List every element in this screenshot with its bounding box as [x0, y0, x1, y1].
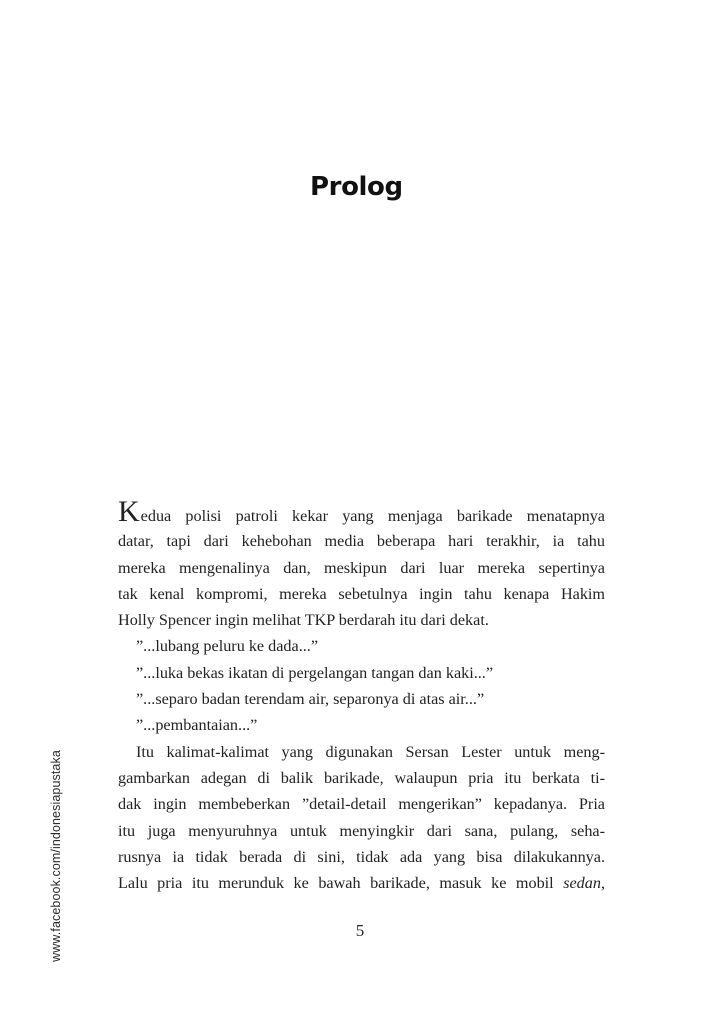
chapter-title: Prolog [310, 172, 403, 202]
drop-cap: K [118, 495, 140, 528]
quote-line: ”...luka bekas ikatan di pergelangan tangan dan kaki...” [136, 663, 494, 682]
paragraph-line: Kedua polisi patroli kekar yang menjaga barikade menatapnya [118, 495, 605, 528]
quote-line: ”...pembantaian...” [136, 716, 258, 735]
quote-line: ”...lubang peluru ke dada...” [136, 637, 319, 656]
paragraph-line: dak ingin membeberkan ”detail-detail mengerikan” kepadanya. Pria [118, 795, 605, 814]
quote-line: ”...separo badan terendam air, separonya di atas air...” [136, 690, 485, 709]
paragraph-line: Itu kalimat-kalimat yang digunakan Sersan Lester untuk meng- [136, 742, 605, 761]
paragraph-line: gambarkan adegan di balik barikade, walaupun pria itu berkata ti- [118, 768, 605, 787]
paragraph-line: Holly Spencer ingin melihat TKP berdarah itu dari dekat. [118, 611, 489, 630]
chapter-body [118, 496, 605, 896]
paragraph-line: datar, tapi dari kehebohan media beberapa hari terakhir, ia tahu [118, 532, 605, 551]
paragraph-line: rusnya ia tidak berada di sini, tidak ada yang bisa dilakukannya. [118, 847, 605, 866]
paragraph-line: mereka mengenalinya dan, meskipun dari luar mereka sepertinya [118, 558, 605, 577]
paragraph-line: tak kenal kompromi, mereka sebetulnya ingin tahu kenapa Hakim [118, 584, 605, 603]
paragraph-line: itu juga menyuruhnya untuk menyingkir dari sana, pulang, seha- [118, 821, 605, 840]
watermark-text: www.facebook.com/indonesiapustaka [49, 750, 63, 962]
italic-word: sedan [563, 874, 601, 893]
page-number: 5 [355, 921, 365, 940]
paragraph-line: Lalu pria itu merunduk ke bawah barikade, masuk ke mobil sedan, [118, 874, 605, 893]
